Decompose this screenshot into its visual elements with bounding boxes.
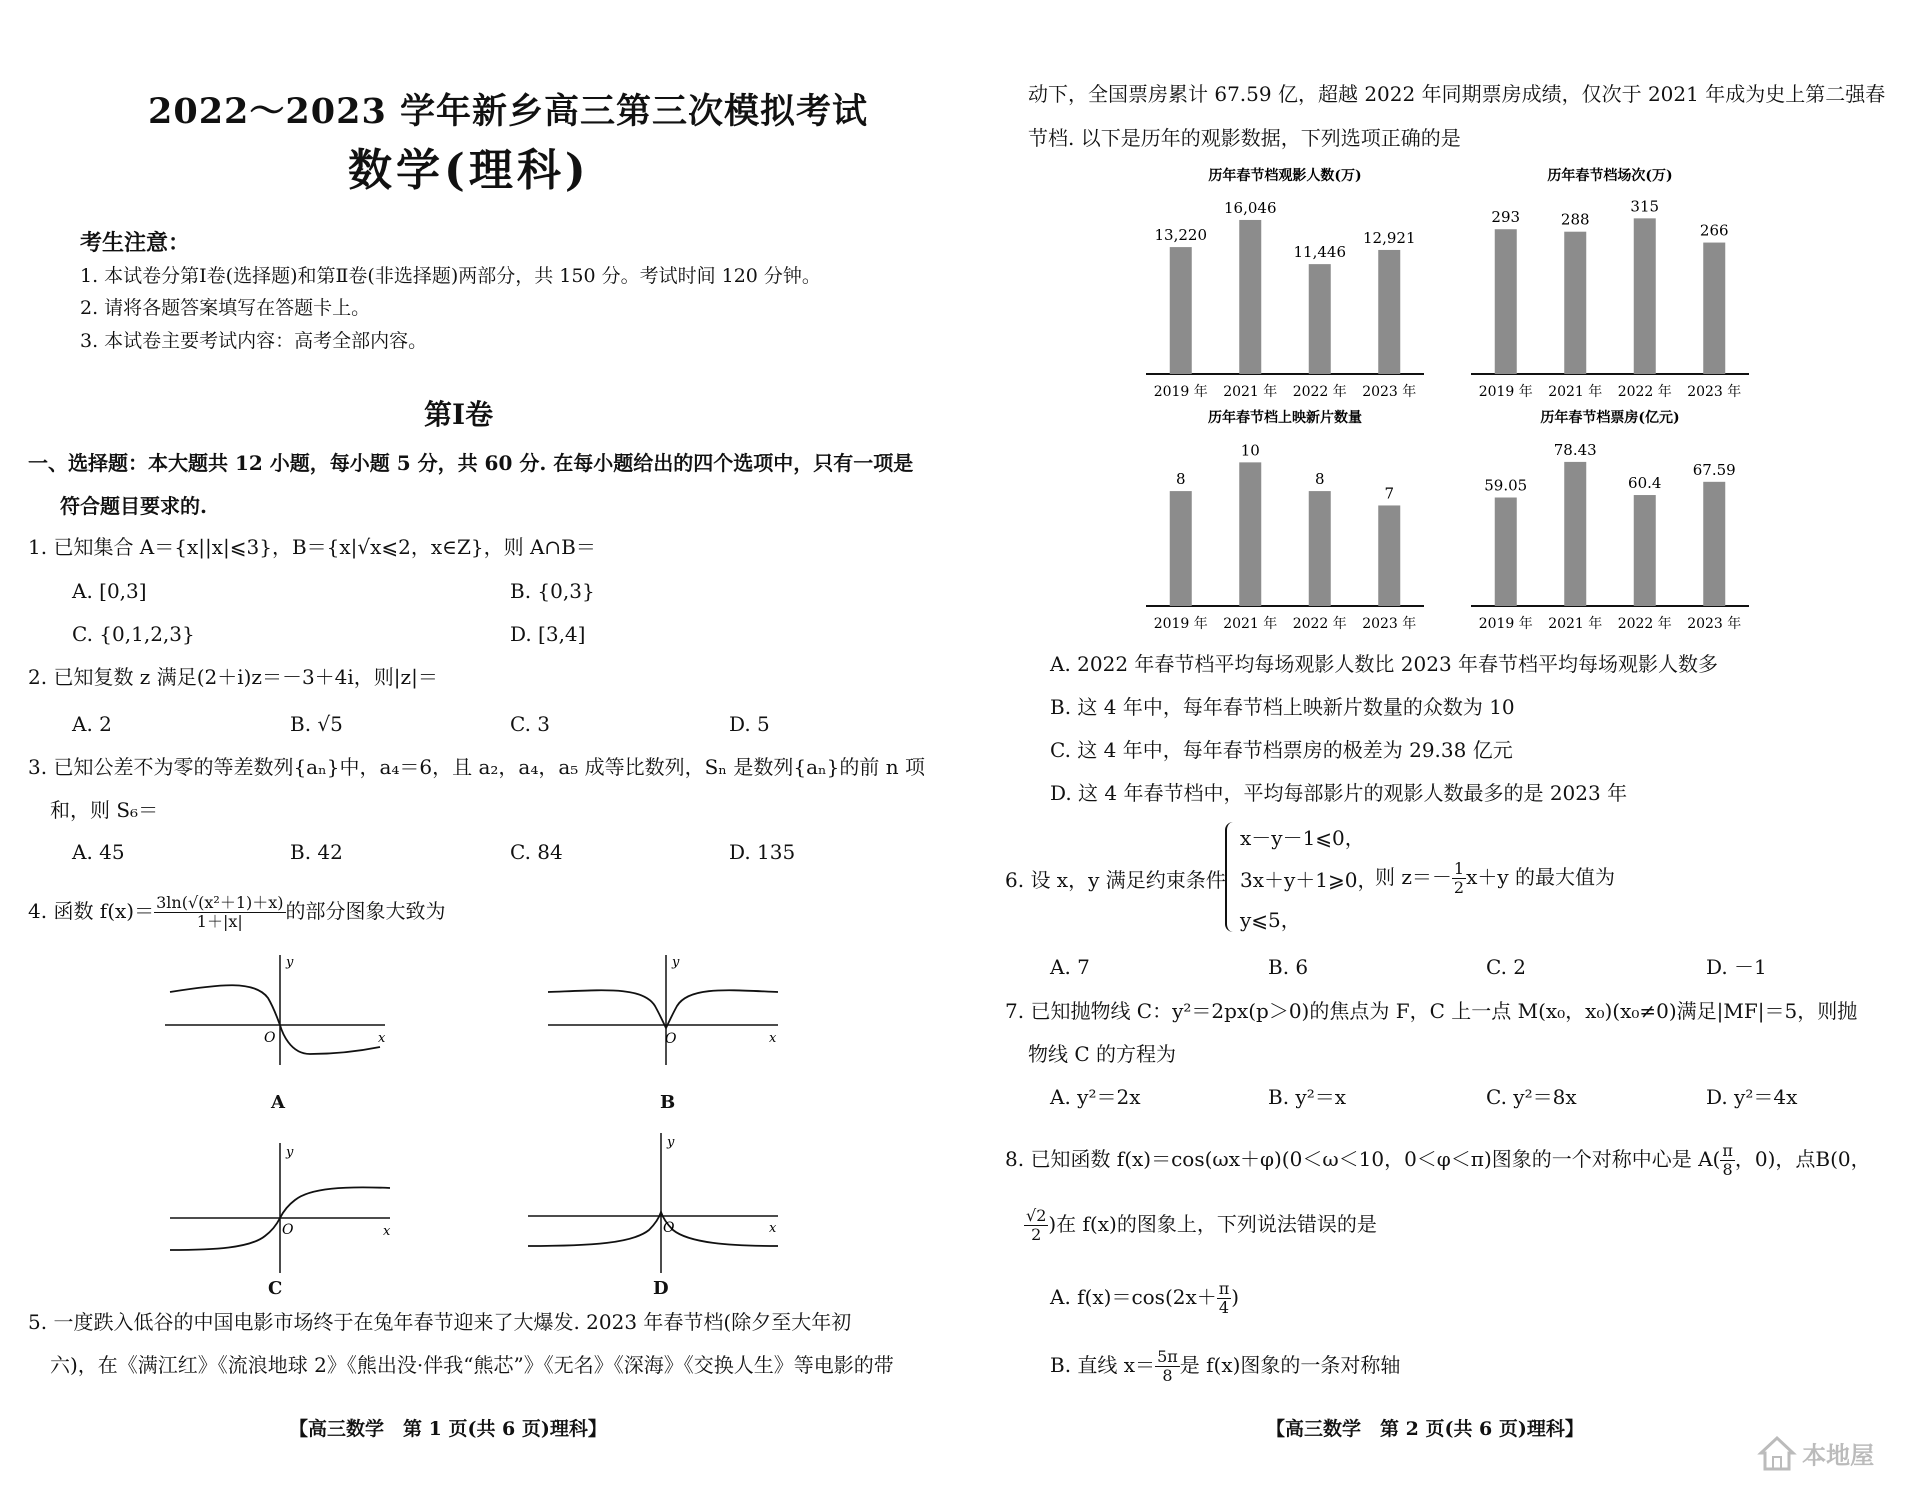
graph-b <box>543 950 783 1070</box>
chart-bar <box>1703 482 1725 606</box>
chart-new-films <box>1140 408 1430 638</box>
chart-data-label: 16,046 <box>1224 198 1277 217</box>
chart-tick-label: 2023 年 <box>1362 384 1417 400</box>
chart-title: 历年春节档票房(亿元) <box>1540 410 1680 426</box>
question-5: 5. 一度跌入低谷的中国电影市场终于在兔年春节迎来了大爆发. 2023 年春节档(除夕至大年初 <box>28 1310 852 1334</box>
question-5-cont: 节档. 以下是历年的观影数据，下列选项正确的是 <box>1028 126 1461 150</box>
chart-data-label: 12,921 <box>1363 228 1416 247</box>
q8-fraction <box>1720 1142 1735 1179</box>
q5-option-c: C. 这 4 年中，每年春节档票房的极差为 29.38 亿元 <box>1050 738 1513 762</box>
chart-bar <box>1634 495 1656 606</box>
q8-l2-fraction <box>1024 1207 1048 1244</box>
constraint-3: y⩽5， <box>1240 908 1301 932</box>
notice-item: 3. 本试卷主要考试内容：高考全部内容。 <box>80 330 428 352</box>
chart-data-label: 7 <box>1384 484 1395 503</box>
q8-l2-suffix: )在 f(x)的图象上，下列说法错误的是 <box>1048 1212 1377 1236</box>
question-7-cont: 物线 C 的方程为 <box>1028 1042 1177 1066</box>
q4-numerator: 3ln(√(x²＋1)＋x) <box>156 893 284 912</box>
chart-tick-label: 2023 年 <box>1687 616 1742 632</box>
graph-b-label: B <box>660 1092 676 1113</box>
notice-title: 考生注意： <box>80 230 191 256</box>
curve-b <box>548 990 778 1028</box>
chart-data-label: 315 <box>1630 197 1660 216</box>
chart-data-label: 10 <box>1240 441 1260 460</box>
chart-data-label: 8 <box>1175 470 1186 489</box>
q8-prefix: 8. 已知函数 f(x)＝cos(ωx＋φ)(0＜ω＜10，0＜φ＜π)图象的一个对称中心是 A( <box>1005 1147 1721 1171</box>
q3-option-b: B. 42 <box>290 840 343 864</box>
q2-option-d: D. 5 <box>729 712 770 736</box>
chart-box-office <box>1465 408 1755 638</box>
chart-data-label: 67.59 <box>1692 460 1736 479</box>
q2-option-c: C. 3 <box>510 712 551 736</box>
x-label: x <box>769 1221 777 1236</box>
chart-viewers <box>1140 166 1430 406</box>
chart-title: 历年春节档观影人数(万) <box>1208 168 1362 184</box>
chart-bar <box>1239 220 1261 374</box>
chart-tick-label: 2019 年 <box>1153 384 1208 400</box>
x-label: x <box>383 1224 391 1239</box>
chart-title: 历年春节档场次(万) <box>1547 168 1673 184</box>
chart-data-label: 78.43 <box>1553 440 1597 459</box>
chart-bar <box>1564 232 1586 374</box>
q1-option-d: D. [3,4] <box>510 622 586 646</box>
notice-item: 1. 本试卷分第Ⅰ卷(选择题)和第Ⅱ卷(非选择题)两部分，共 150 分。考试时间 120 分钟。 <box>80 265 821 287</box>
chart-bar <box>1170 247 1192 374</box>
chart-screenings <box>1465 166 1755 406</box>
q5-option-b: B. 这 4 年中，每年春节档上映新片数量的众数为 10 <box>1050 695 1515 719</box>
constraint-2: 3x＋y＋1⩾0， <box>1240 868 1378 892</box>
chart-bar <box>1634 218 1656 374</box>
origin-label: O <box>282 1222 294 1238</box>
chart-tick-label: 2019 年 <box>1478 616 1533 632</box>
q6-mid: 则 z＝－ <box>1375 865 1452 889</box>
chart-tick-label: 2023 年 <box>1687 384 1742 400</box>
question-3-cont: 和，则 S₆＝ <box>50 798 159 822</box>
question-5-cont: 六)，在《满江红》《流浪地球 2》《熊出没·伴我“熊芯”》《无名》《深海》《交换人生》等电影的带 <box>50 1353 894 1377</box>
chart-bar <box>1495 229 1517 374</box>
q7-option-d: D. y²＝4x <box>1706 1085 1798 1109</box>
question-8-cont <box>1024 1207 1377 1244</box>
q8-b-numerator: 5π <box>1157 1347 1178 1366</box>
q6-option-b: B. 6 <box>1268 955 1309 979</box>
chart-tick-label: 2023 年 <box>1362 616 1417 632</box>
q3-option-d: D. 135 <box>729 840 796 864</box>
chart-bar <box>1564 462 1586 606</box>
q8-a-prefix: A. f(x)＝cos(2x＋ <box>1050 1285 1217 1309</box>
chart-bar <box>1309 264 1331 374</box>
chart-bar <box>1495 498 1517 606</box>
notice-item: 2. 请将各题答案填写在答题卡上。 <box>80 297 371 319</box>
chart-bar <box>1170 491 1192 606</box>
chart-bar <box>1703 243 1725 374</box>
y-label: y <box>672 955 680 970</box>
chart-tick-label: 2019 年 <box>1478 384 1533 400</box>
origin-label: O <box>264 1030 276 1046</box>
q6-fraction <box>1452 860 1466 897</box>
chart-tick-label: 2019 年 <box>1153 616 1208 632</box>
q8-b-fraction <box>1155 1348 1180 1385</box>
q5-option-a: A. 2022 年春节档平均每场观影人数比 2023 年春节档平均每场观影人数多 <box>1050 652 1719 676</box>
question-2: 2. 已知复数 z 满足(2＋i)z＝－3＋4i，则|z|＝ <box>28 665 438 689</box>
q1-option-a: A. [0,3] <box>72 579 147 603</box>
y-label: y <box>286 955 294 970</box>
graph-d-label: D <box>653 1278 669 1299</box>
q8-a-suffix: ) <box>1231 1285 1240 1309</box>
graph-c-label: C <box>268 1278 283 1299</box>
q8-a-numerator: π <box>1218 1279 1230 1298</box>
q6-option-d: D. －1 <box>1706 955 1767 979</box>
q1-option-b: B. {0,3} <box>510 579 595 603</box>
footer-right: 【高三数学 第 2 页(共 6 页)理科】 <box>1266 1418 1584 1440</box>
house-icon <box>1757 1433 1797 1473</box>
graph-a-label: A <box>271 1092 285 1113</box>
q6-option-c: C. 2 <box>1486 955 1527 979</box>
section-heading-cont: 符合题目要求的. <box>60 494 207 518</box>
chart-bar <box>1378 250 1400 374</box>
q8-a-denominator: 4 <box>1218 1298 1230 1317</box>
constraint-1: x－y－1⩽0， <box>1240 826 1365 850</box>
q8-l2-numerator: √2 <box>1026 1206 1047 1225</box>
q3-option-c: C. 84 <box>510 840 563 864</box>
graph-a <box>160 950 400 1070</box>
chart-data-label: 8 <box>1314 470 1325 489</box>
question-5-cont: 动下，全国票房累计 67.59 亿，超越 2022 年同期票房成绩，仅次于 2021 年成为史上第二强春 <box>1028 82 1886 106</box>
q3-option-a: A. 45 <box>72 840 125 864</box>
chart-data-label: 11,446 <box>1293 243 1346 262</box>
section-heading: 一、选择题：本大题共 12 小题，每小题 5 分，共 60 分. 在每小题给出的四个选项中，只有一项是 <box>28 451 914 475</box>
q4-denominator: 1＋|x| <box>196 912 243 931</box>
q8-b-suffix: 是 f(x)图象的一条对称轴 <box>1179 1353 1401 1377</box>
chart-tick-label: 2022 年 <box>1617 384 1672 400</box>
q4-suffix: 的部分图象大致为 <box>285 899 446 923</box>
exam-title: 2022～2023 学年新乡高三第三次模拟考试 <box>148 91 869 132</box>
q8-option-a <box>1050 1280 1239 1317</box>
chart-tick-label: 2021 年 <box>1548 616 1603 632</box>
chart-bar <box>1378 505 1400 606</box>
q7-option-b: B. y²＝x <box>1268 1085 1347 1109</box>
q2-option-b: B. √5 <box>290 712 343 736</box>
q8-a-fraction <box>1217 1280 1232 1317</box>
chart-data-label: 266 <box>1699 221 1729 240</box>
question-4 <box>28 894 446 931</box>
chart-data-label: 59.05 <box>1484 476 1528 495</box>
chart-tick-label: 2022 年 <box>1292 384 1347 400</box>
chart-data-label: 293 <box>1491 208 1521 227</box>
q1-option-c: C. {0,1,2,3} <box>72 622 195 646</box>
q6-denominator: 2 <box>1453 878 1465 897</box>
chart-tick-label: 2021 年 <box>1223 616 1278 632</box>
q8-option-b <box>1050 1348 1400 1385</box>
chart-data-label: 13,220 <box>1154 226 1207 245</box>
q7-option-c: C. y²＝8x <box>1486 1085 1577 1109</box>
q8-b-prefix: B. 直线 x＝ <box>1050 1353 1156 1377</box>
volume-title: 第Ⅰ卷 <box>424 398 494 431</box>
q4-fraction <box>154 894 285 931</box>
chart-bar <box>1309 491 1331 606</box>
q2-option-a: A. 2 <box>72 712 112 736</box>
graph-d <box>523 1128 783 1278</box>
q8-denominator: 8 <box>1722 1160 1733 1179</box>
x-label: x <box>378 1031 386 1046</box>
chart-title: 历年春节档上映新片数量 <box>1208 410 1362 426</box>
y-label: y <box>667 1135 675 1150</box>
subject-title: 数学(理科) <box>348 145 590 196</box>
q8-suffix: ，0)，点B(0， <box>1734 1147 1871 1171</box>
q8-numerator: π <box>1722 1141 1733 1160</box>
chart-tick-label: 2022 年 <box>1617 616 1672 632</box>
chart-data-label: 60.4 <box>1628 474 1662 493</box>
q8-b-denominator: 8 <box>1162 1366 1173 1385</box>
q6-numerator: 1 <box>1453 859 1465 878</box>
question-7: 7. 已知抛物线 C：y²＝2px(p＞0)的焦点为 F，C 上一点 M(x₀，x₀)(x₀≠0)满足|MF|＝5，则抛 <box>1005 999 1858 1023</box>
watermark-text: 本地屋 <box>1802 1441 1875 1470</box>
chart-data-label: 288 <box>1560 210 1590 229</box>
chart-tick-label: 2021 年 <box>1548 384 1603 400</box>
question-6-prefix: 6. 设 x，y 满足约束条件 <box>1005 868 1226 892</box>
q6-post: x＋y 的最大值为 <box>1466 865 1616 889</box>
graph-c <box>165 1138 405 1278</box>
q6-option-a: A. 7 <box>1050 955 1090 979</box>
footer-left: 【高三数学 第 1 页(共 6 页)理科】 <box>289 1418 607 1440</box>
question-8 <box>1005 1142 1871 1179</box>
x-label: x <box>769 1031 777 1046</box>
q4-prefix: 4. 函数 f(x)＝ <box>28 899 155 923</box>
q5-option-d: D. 这 4 年春节档中，平均每部影片的观影人数最多的是 2023 年 <box>1050 781 1628 805</box>
q8-l2-denominator: 2 <box>1031 1225 1042 1244</box>
origin-label: O <box>665 1031 677 1047</box>
question-1: 1. 已知集合 A＝{x||x|⩽3}，B＝{x|√x⩽2，x∈Z}，则 A∩B＝ <box>28 535 596 559</box>
curve-d <box>528 1212 778 1246</box>
constraint-brace <box>1225 822 1237 932</box>
origin-label: O <box>663 1220 675 1236</box>
q7-option-a: A. y²＝2x <box>1050 1085 1141 1109</box>
chart-bar <box>1239 462 1261 606</box>
watermark <box>1757 1433 1874 1473</box>
question-6-objective <box>1375 860 1615 897</box>
chart-tick-label: 2022 年 <box>1292 616 1347 632</box>
chart-tick-label: 2021 年 <box>1223 384 1278 400</box>
question-3: 3. 已知公差不为零的等差数列{aₙ}中，a₄＝6，且 a₂，a₄，a₅ 成等比数列，Sₙ 是数列{aₙ}的前 n 项 <box>28 755 926 779</box>
y-label: y <box>286 1145 294 1160</box>
